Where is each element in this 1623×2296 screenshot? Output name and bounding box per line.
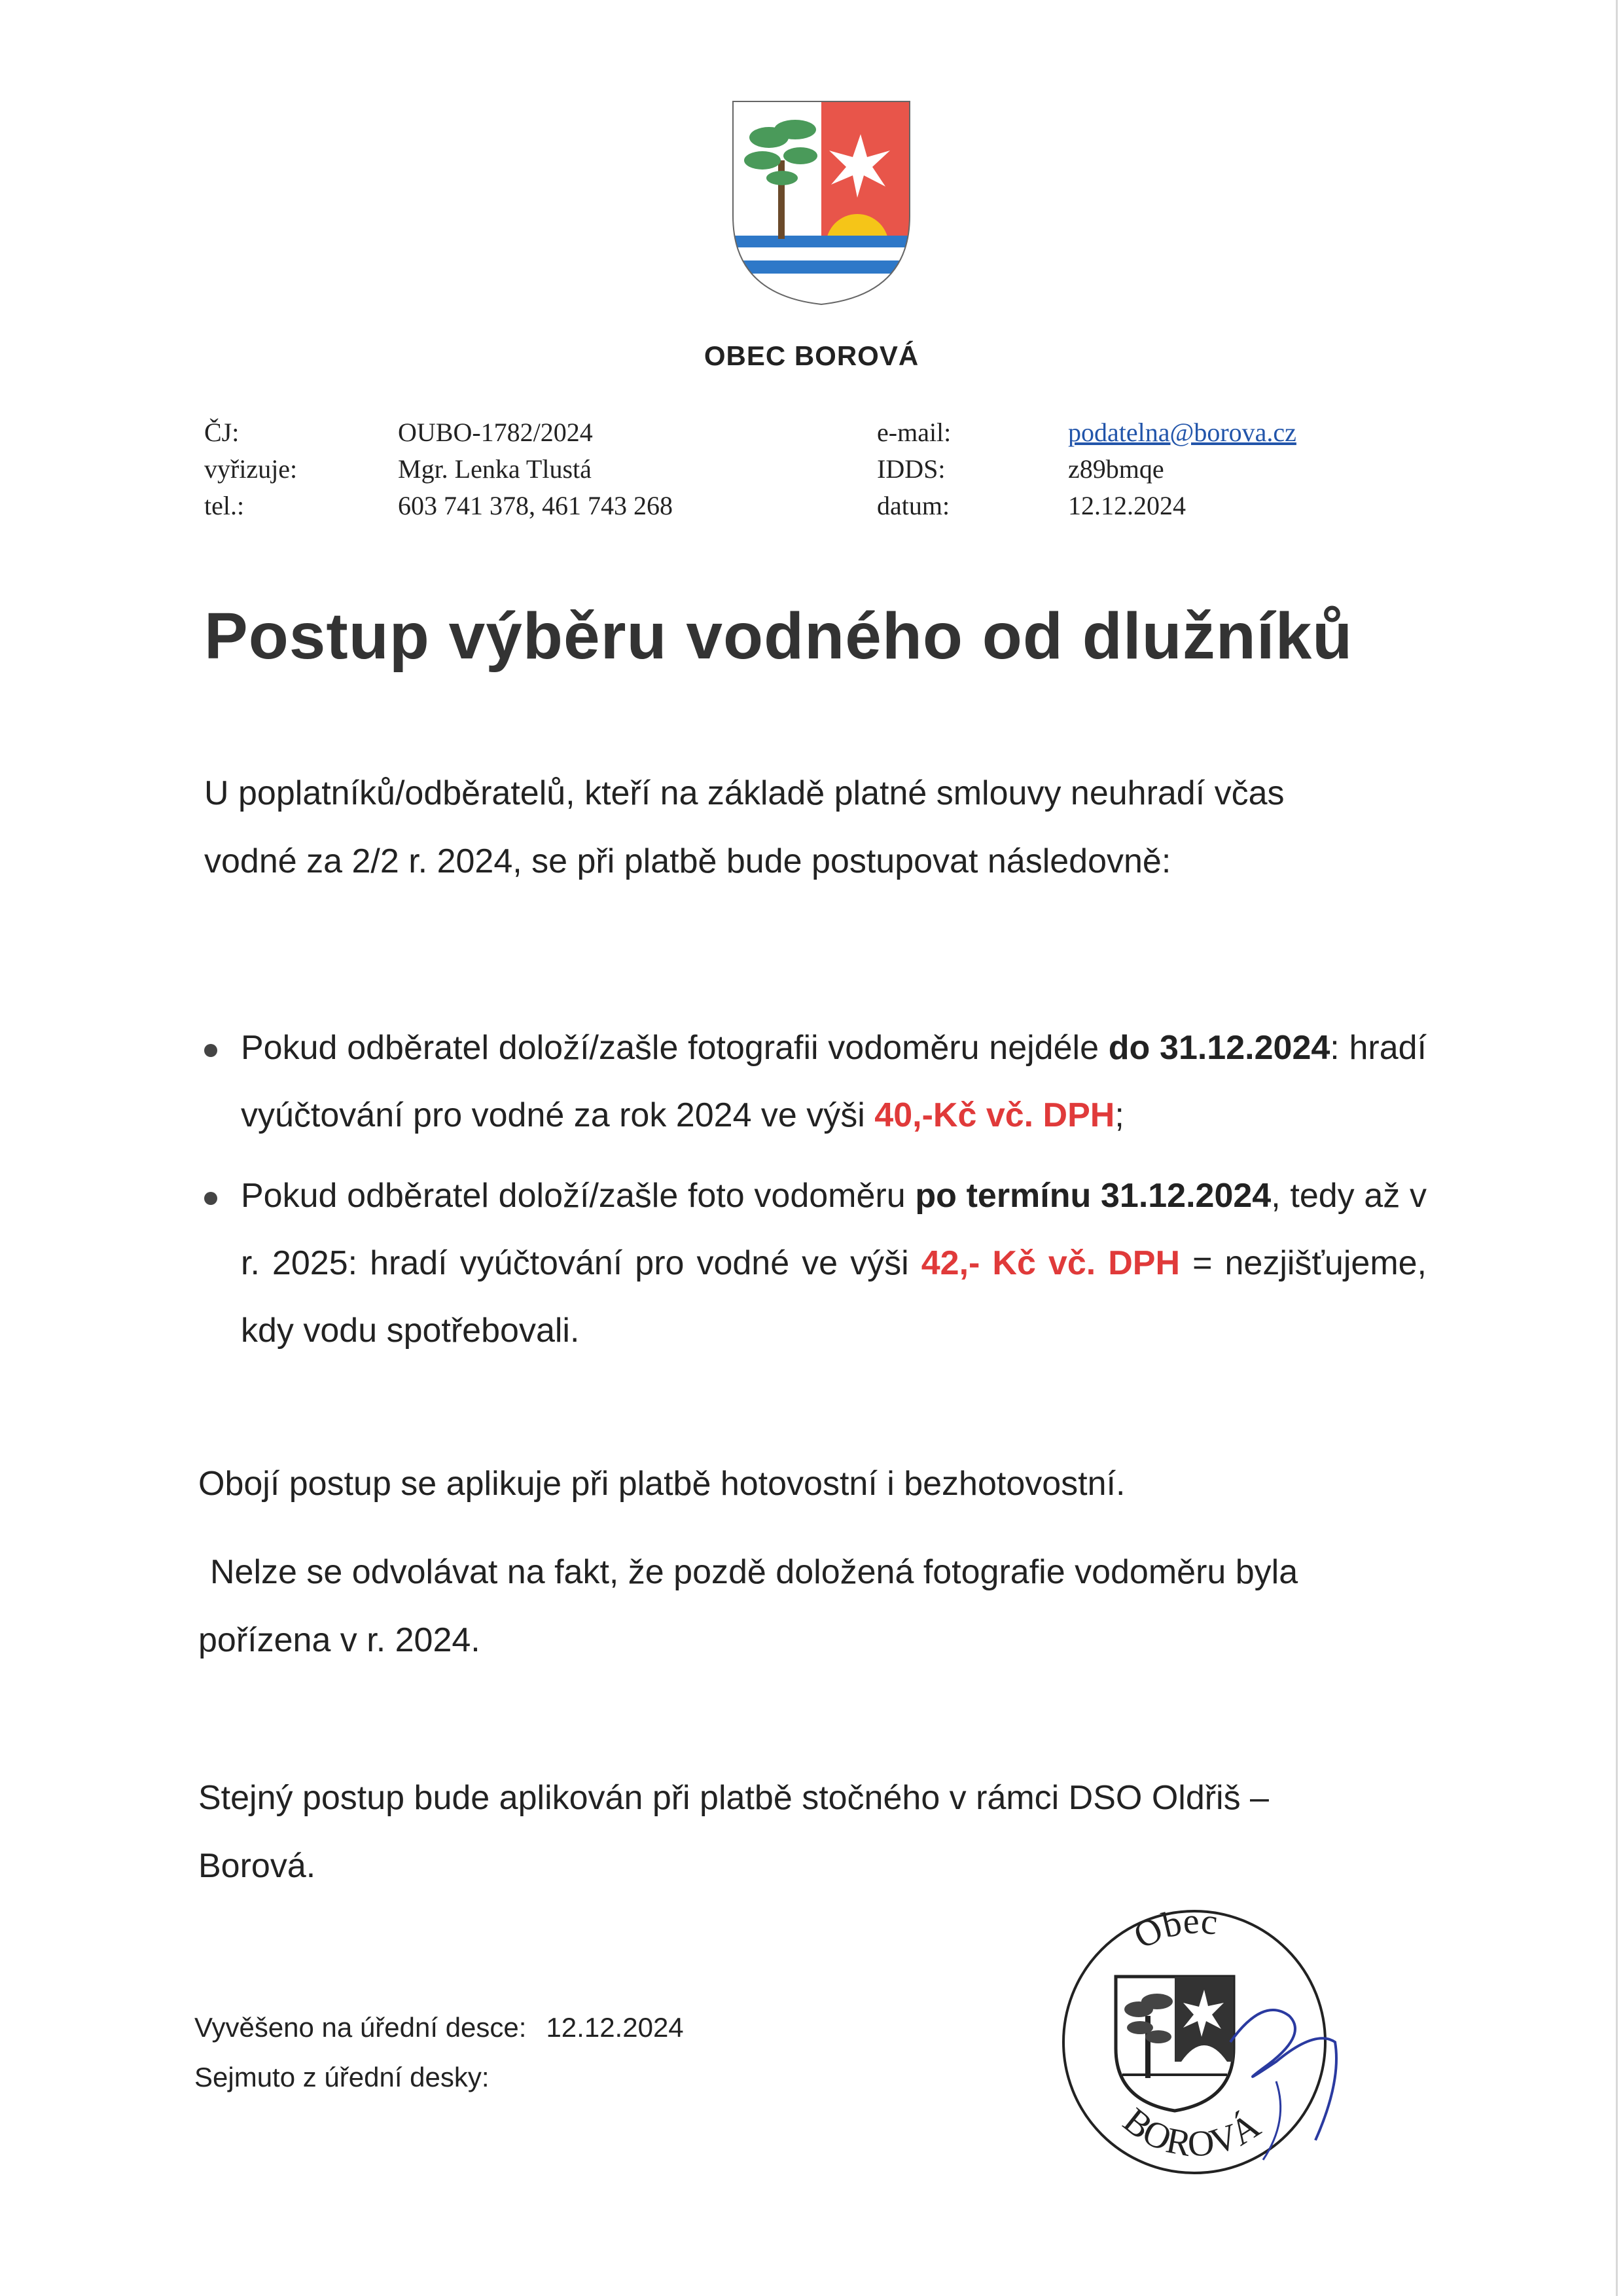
bullet-text: : hradí vyúčtování pro vodné za rok 2024 ve výši — [241, 1029, 1427, 1134]
posted-label: Vyvěšeno na úřední desce: — [194, 2012, 527, 2043]
cj-label: ČJ: — [204, 418, 240, 447]
paragraph-no-appeal — [198, 1538, 1298, 1674]
vyrizuje-label: vyřizuje: — [204, 454, 298, 484]
bullet-text: ; — [1115, 1096, 1124, 1134]
intro-line-2: vodné za 2/2 r. 2024, se při platbě bude postupovat následovně: — [204, 842, 1171, 880]
bullet-price: 42,- Kč vč. DPH — [921, 1244, 1181, 1282]
organization-name: OBEC BOROVÁ — [704, 340, 919, 371]
paragraph-sewage — [198, 1764, 1269, 1900]
removed-label: Sejmuto z úřední desky: — [194, 2062, 490, 2092]
official-stamp-icon — [1027, 1885, 1394, 2186]
intro-line-1: U poplatníků/odběratelů, kteří na základě platné smlouvy neuhradí včas — [204, 774, 1285, 812]
meta-values-left — [398, 414, 673, 524]
cj-value: OUBO-1782/2024 — [398, 418, 593, 447]
meta-labels-right — [877, 414, 951, 524]
coat-of-arms-icon — [730, 98, 913, 308]
bullet-text: = nezjišťujeme, kdy vodu spotřebovali. — [241, 1244, 1427, 1350]
meta-labels-left — [204, 414, 297, 524]
bullet-text: Pokud odběratel doloží/zašle fotografii vodoměru nejdéle — [241, 1029, 1109, 1067]
bullet-deadline: po termínu 31.12.2024 — [915, 1177, 1272, 1215]
email-label: e-mail: — [877, 418, 952, 447]
intro-paragraph — [204, 759, 1285, 895]
sewage-line-1: Stejný postup bude aplikován při platbě stočného v rámci DSO Oldřiš – — [198, 1779, 1269, 1817]
no-appeal-line-2: pořízena v r. 2024. — [198, 1621, 480, 1659]
idds-label: IDDS: — [877, 454, 946, 484]
email-link[interactable]: podatelna@borova.cz — [1068, 418, 1296, 447]
datum-value: 12.12.2024 — [1068, 491, 1186, 520]
idds-value: z89bmqe — [1068, 454, 1164, 484]
page-title: Postup výběru vodného od dlužníků — [204, 600, 1353, 673]
paragraph-payment-methods: Obojí postup se aplikuje při platbě hotovostní i bezhotovostní. — [198, 1465, 1126, 1503]
vyrizuje-value: Mgr. Lenka Tlustá — [398, 454, 592, 484]
sewage-line-2: Borová. — [198, 1847, 316, 1885]
tel-label: tel.: — [204, 491, 245, 520]
no-appeal-line-1: Nelze se odvolávat na fakt, že pozdě doložená fotografie vodoměru byla — [210, 1553, 1298, 1591]
stamp-bottom-text: BOROVÁ — [1115, 2100, 1268, 2165]
list-item — [196, 1014, 1427, 1149]
posted-date: 12.12.2024 — [546, 2012, 684, 2043]
bullet-text: , tedy až v r. 2025: hradí vyúčtování pro vodné ve výši — [241, 1177, 1427, 1282]
payment-rules-list — [196, 1014, 1427, 1378]
list-item — [196, 1162, 1427, 1365]
bullet-deadline: do 31.12.2024 — [1108, 1029, 1330, 1067]
bullet-text: Pokud odběratel doloží/zašle foto vodoměru — [241, 1177, 916, 1215]
notice-board-info — [194, 2003, 684, 2102]
datum-label: datum: — [877, 491, 950, 520]
bullet-price: 40,-Kč vč. DPH — [874, 1096, 1115, 1134]
meta-values-right — [1068, 414, 1296, 524]
tel-value: 603 741 378, 461 743 268 — [398, 491, 673, 520]
stamp-top-text: Obec — [1127, 1901, 1220, 1957]
